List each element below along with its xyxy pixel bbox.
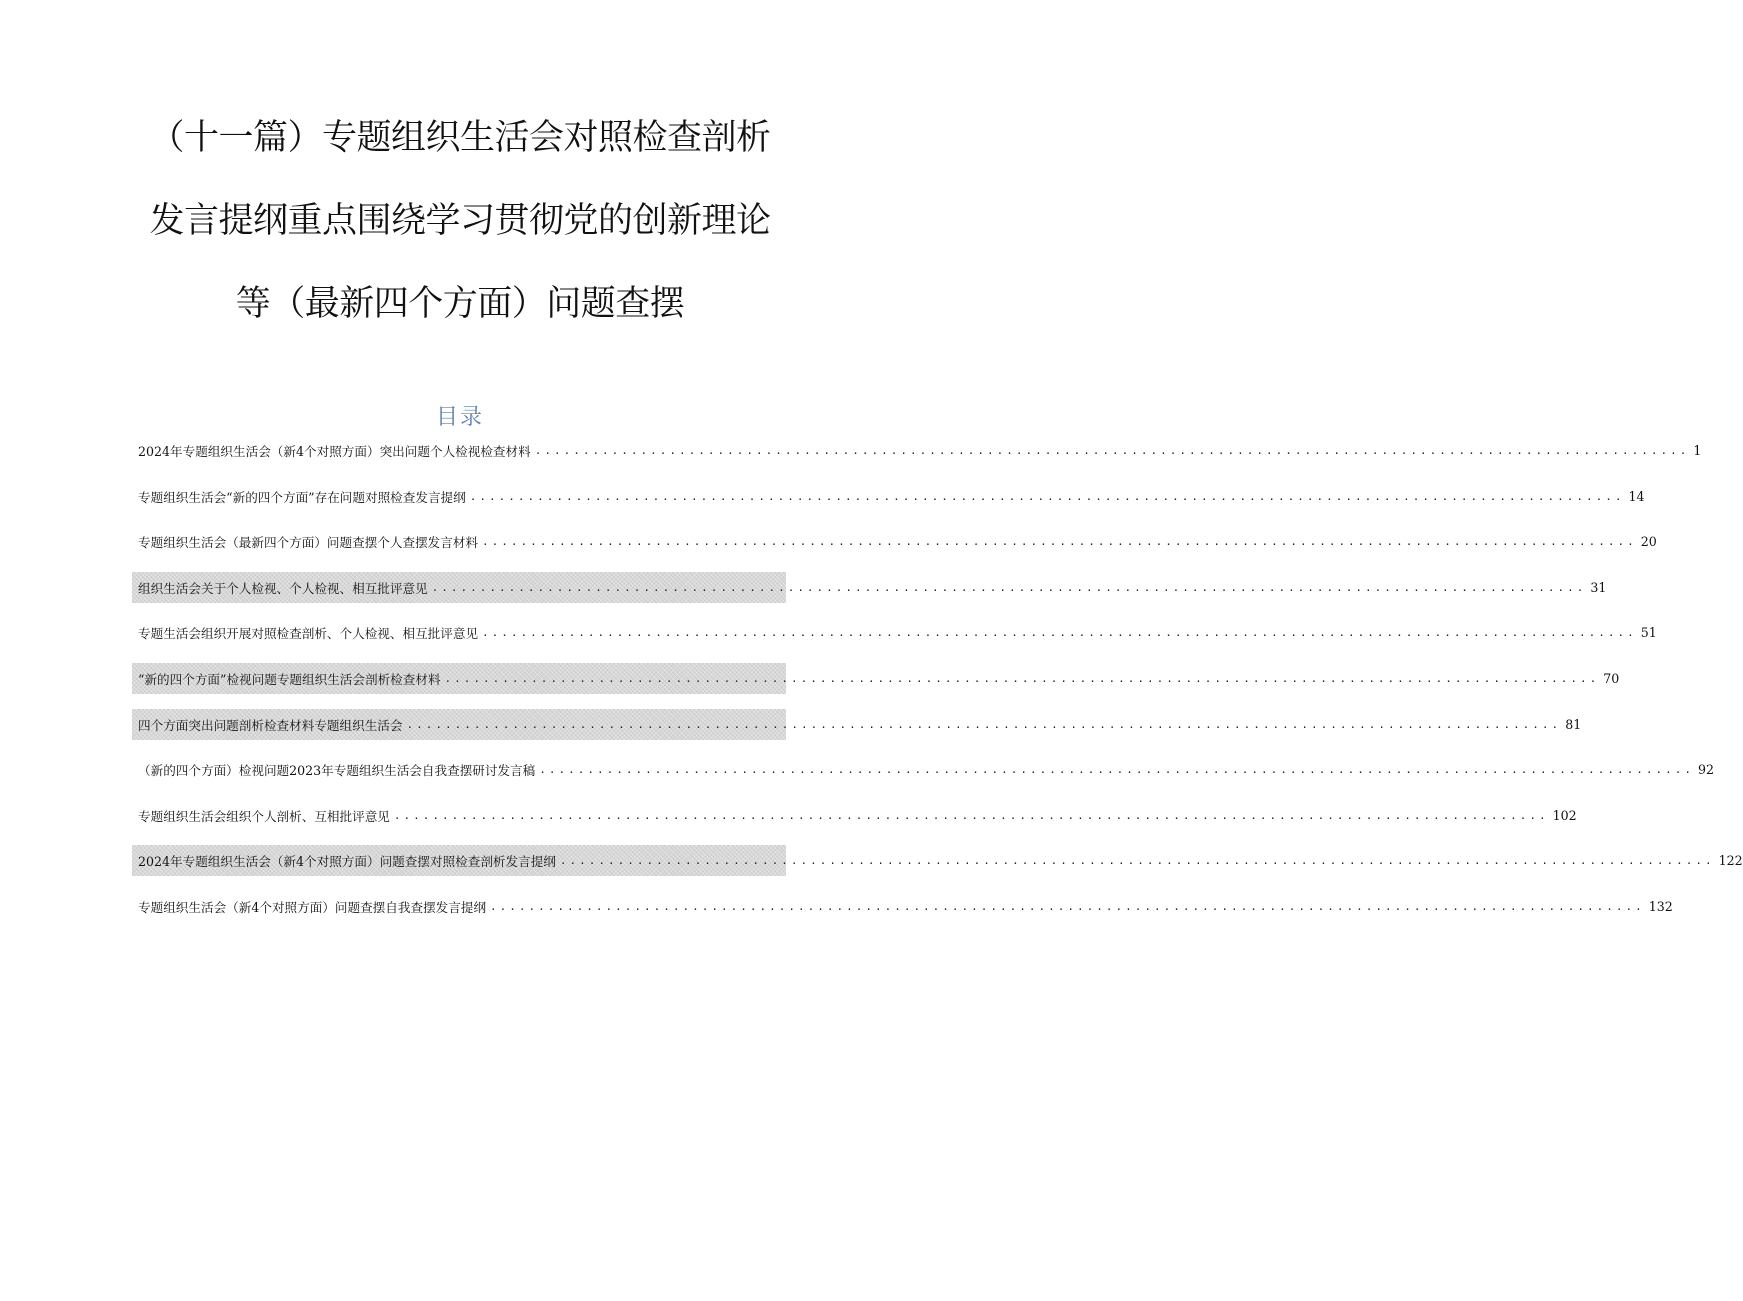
toc-leader-dots: ........................................................................................................................ bbox=[406, 717, 1562, 731]
title-line-1: （十一篇）专题组织生活会对照检查剖析 bbox=[149, 118, 771, 158]
toc-entry-title: （新的四个方面）检视问题2023年专题组织生活会自我查摆研讨发言稿 bbox=[138, 763, 536, 779]
toc-entry-title: 专题组织生活会“新的四个方面”存在问题对照检查发言提纲 bbox=[138, 489, 466, 505]
toc-leader-dots: ........................................................................................................................ bbox=[469, 489, 1625, 503]
toc-entry-page: 51 bbox=[1640, 625, 1657, 641]
toc-leader-dots: ........................................................................................................................ bbox=[539, 763, 1694, 777]
toc-entry-title: 专题组织生活会（最新四个方面）问题查摆个人查摆发言材料 bbox=[138, 535, 479, 551]
toc-leader-dots: ........................................................................................................................ bbox=[393, 808, 1549, 822]
toc-entry-title: 专题组织生活会（新4个对照方面）问题查摆自我查摆发言提纲 bbox=[138, 899, 487, 915]
toc-entry-page: 102 bbox=[1552, 807, 1577, 823]
toc-entry-page: 1 bbox=[1693, 443, 1702, 458]
toc-entry[interactable] bbox=[132, 800, 1577, 831]
toc-entry[interactable] bbox=[132, 617, 1657, 648]
toc-entry-page: 132 bbox=[1648, 898, 1673, 914]
toc-leader-dots: ........................................................................................................................ bbox=[444, 671, 1600, 685]
toc-entry-title: 专题组织生活会组织个人剖析、互相批评意见 bbox=[138, 808, 390, 824]
toc-entry-page: 14 bbox=[1628, 488, 1645, 504]
toc-entry-title: 四个方面突出问题剖析检查材料专题组织生活会 bbox=[138, 717, 403, 733]
toc-entry[interactable] bbox=[132, 435, 1702, 466]
toc-leader-dots: ........................................................................................................................ bbox=[431, 580, 1587, 594]
toc-entry[interactable] bbox=[132, 663, 1620, 694]
toc-entry-title: “新的四个方面”检视问题专题组织生活会剖析检查材料 bbox=[138, 671, 441, 687]
toc-entry-title: 组织生活会关于个人检视、个人检视、相互批评意见 bbox=[138, 580, 428, 596]
toc-entry[interactable] bbox=[132, 526, 1657, 557]
toc-entry-page: 81 bbox=[1565, 716, 1582, 732]
toc-leader-dots: ........................................................................................................................ bbox=[534, 444, 1690, 457]
toc-entry-page: 20 bbox=[1640, 534, 1657, 550]
toc-entry[interactable] bbox=[132, 891, 1673, 922]
toc-leader-dots: ........................................................................................................................ bbox=[559, 854, 1715, 868]
title-line-3: 等（最新四个方面）问题查摆 bbox=[235, 284, 685, 324]
document-title bbox=[0, 118, 920, 367]
toc-entry-title: 2024年专题组织生活会（新4个对照方面）问题查摆对照检查剖析发言提纲 bbox=[138, 854, 556, 870]
title-line-2: 发言提纲重点围绕学习贯彻党的创新理论 bbox=[149, 201, 771, 241]
toc-entry[interactable] bbox=[132, 481, 1645, 512]
toc-entry-page: 92 bbox=[1698, 762, 1715, 778]
toc-entry[interactable] bbox=[132, 572, 1607, 603]
toc-leader-dots: ........................................................................................................................ bbox=[490, 899, 1645, 913]
toc-heading: 目录 bbox=[435, 405, 484, 430]
toc-leader-dots: ........................................................................................................................ bbox=[482, 626, 1637, 640]
toc-leader-dots: ........................................................................................................................ bbox=[482, 535, 1637, 549]
toc-entry-title: 专题生活会组织开展对照检查剖析、个人检视、相互批评意见 bbox=[138, 626, 479, 642]
toc-entry-page: 122 bbox=[1718, 853, 1743, 869]
toc-entry-title: 2024年专题组织生活会（新4个对照方面）突出问题个人检视检查材料 bbox=[138, 444, 531, 459]
toc-entry[interactable] bbox=[132, 709, 1582, 740]
toc-entry-page: 70 bbox=[1603, 670, 1620, 686]
toc-entry-page: 31 bbox=[1590, 579, 1607, 595]
table-of-contents bbox=[132, 435, 1743, 937]
toc-entry[interactable] bbox=[132, 754, 1715, 785]
toc-entry[interactable] bbox=[132, 845, 1743, 876]
